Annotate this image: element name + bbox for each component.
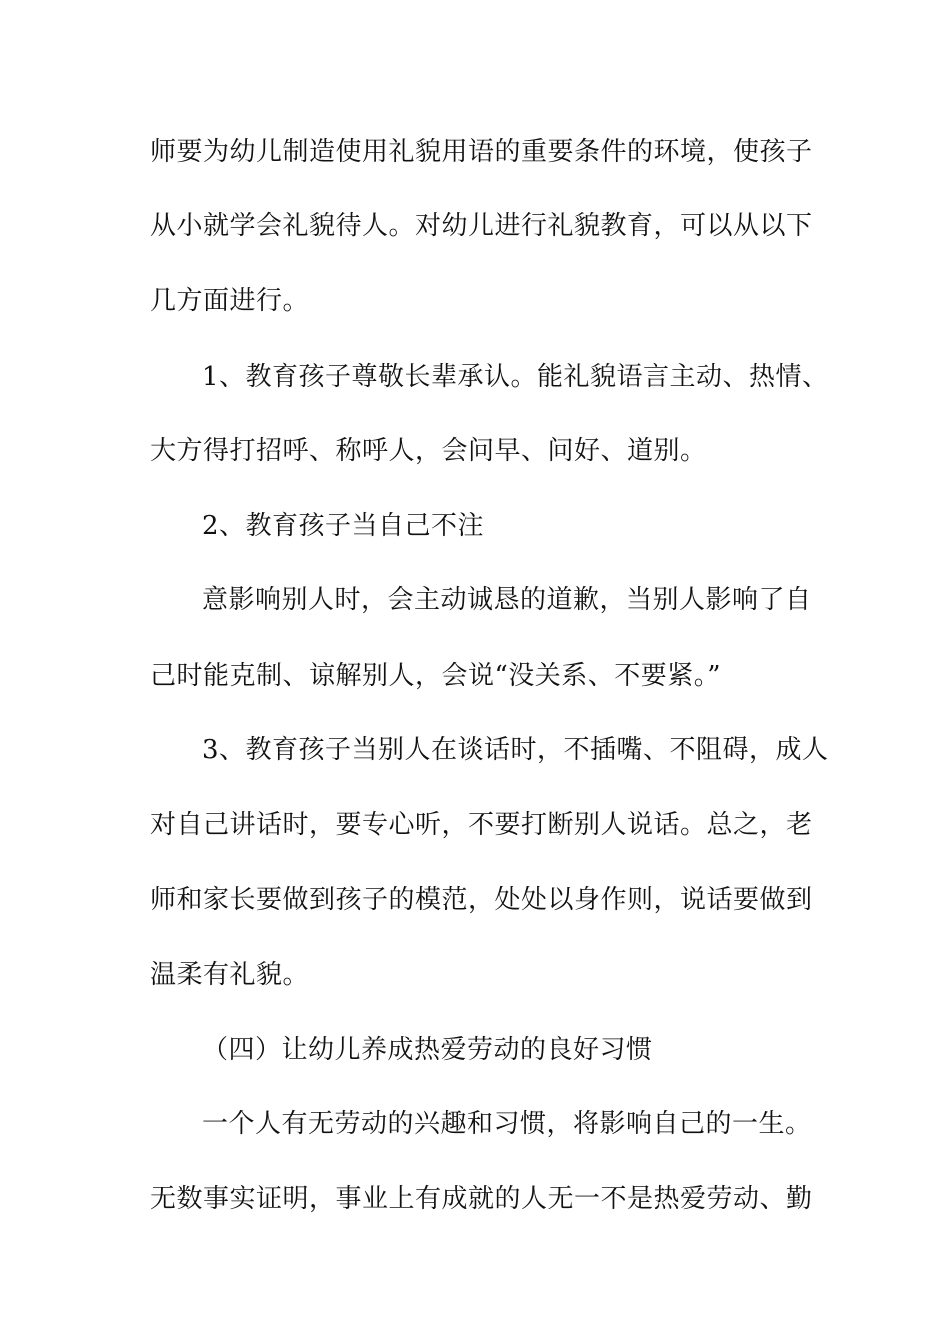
text-line-4: 1、教育孩子尊敬长辈承认。能礼貌语言主动、热情、 <box>202 362 829 392</box>
text-line-8: 己时能克制、谅解别人，会说“没关系、不要紧。” <box>150 661 722 691</box>
text-line-12: 温柔有礼貌。 <box>150 960 310 990</box>
text-line-15: 无数事实证明，事业上有成就的人无一不是热爱劳动、勤 <box>150 1184 813 1214</box>
text-line-5: 大方得打招呼、称呼人，会问早、问好、道别。 <box>150 436 707 466</box>
text-line-2: 从小就学会礼貌待人。对幼儿进行礼貌教育，可以从以下 <box>150 211 813 241</box>
text-line-14: 一个人有无劳动的兴趣和习惯，将影响自己的一生。 <box>202 1109 812 1139</box>
text-line-3: 几方面进行。 <box>150 286 310 316</box>
text-line-7: 意影响别人时，会主动诚恳的道歉，当别人影响了自 <box>202 585 812 615</box>
text-line-11: 师和家长要做到孩子的模范，处处以身作则，说话要做到 <box>150 885 813 915</box>
text-line-10: 对自己讲话时，要专心听，不要打断别人说话。总之，老 <box>150 810 813 840</box>
section-heading: （四）让幼儿养成热爱劳动的良好习惯 <box>202 1035 653 1065</box>
text-line-1: 师要为幼儿制造使用礼貌用语的重要条件的环境，使孩子 <box>150 137 813 167</box>
text-line-6: 2、教育孩子当自己不注 <box>202 511 485 541</box>
text-line-9: 3、教育孩子当别人在谈话时，不插嘴、不阻碍，成人 <box>202 735 829 765</box>
